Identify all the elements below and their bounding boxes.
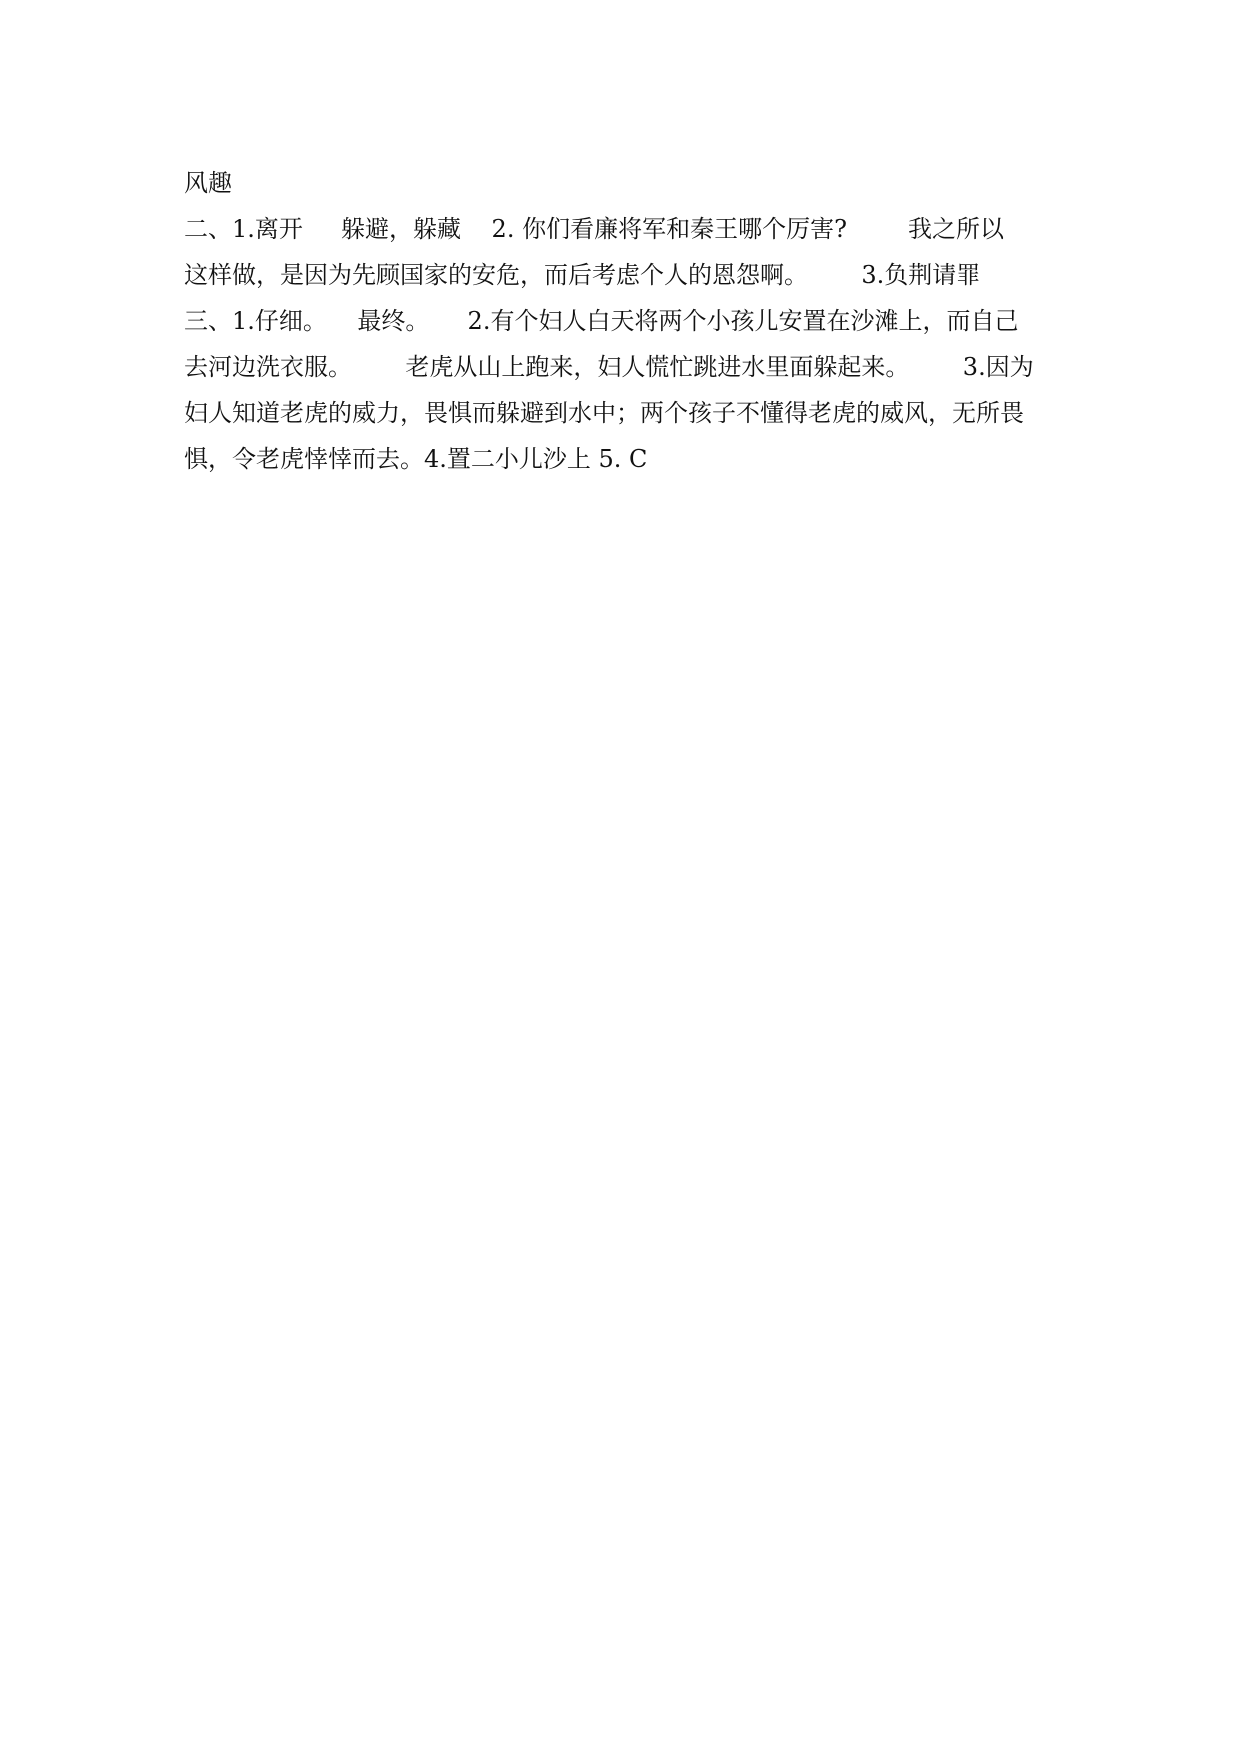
text-line-2: 二、1.离开 躲避，躲藏 2. 你们看廉将军和秦王哪个厉害? 我之所以	[184, 215, 1004, 243]
text-line-4: 三、1.仔细。 最终。 2.有个妇人白天将两个小孩儿安置在沙滩上，而自己	[184, 307, 1019, 335]
text-line-1: 风趣	[184, 169, 232, 197]
text-line-7: 惧，令老虎悻悻而去。4.置二小儿沙上 5. C	[184, 445, 648, 473]
answer-text-block	[184, 160, 1064, 482]
text-line-5: 去河边洗衣服。 老虎从山上跑来，妇人慌忙跳进水里面躲起来。 3.因为	[184, 353, 1034, 381]
text-line-3: 这样做，是因为先顾国家的安危，而后考虑个人的恩怨啊。 3.负荆请罪	[184, 261, 981, 289]
text-line-6: 妇人知道老虎的威力，畏惧而躲避到水中；两个孩子不懂得老虎的威风，无所畏	[184, 399, 1024, 427]
